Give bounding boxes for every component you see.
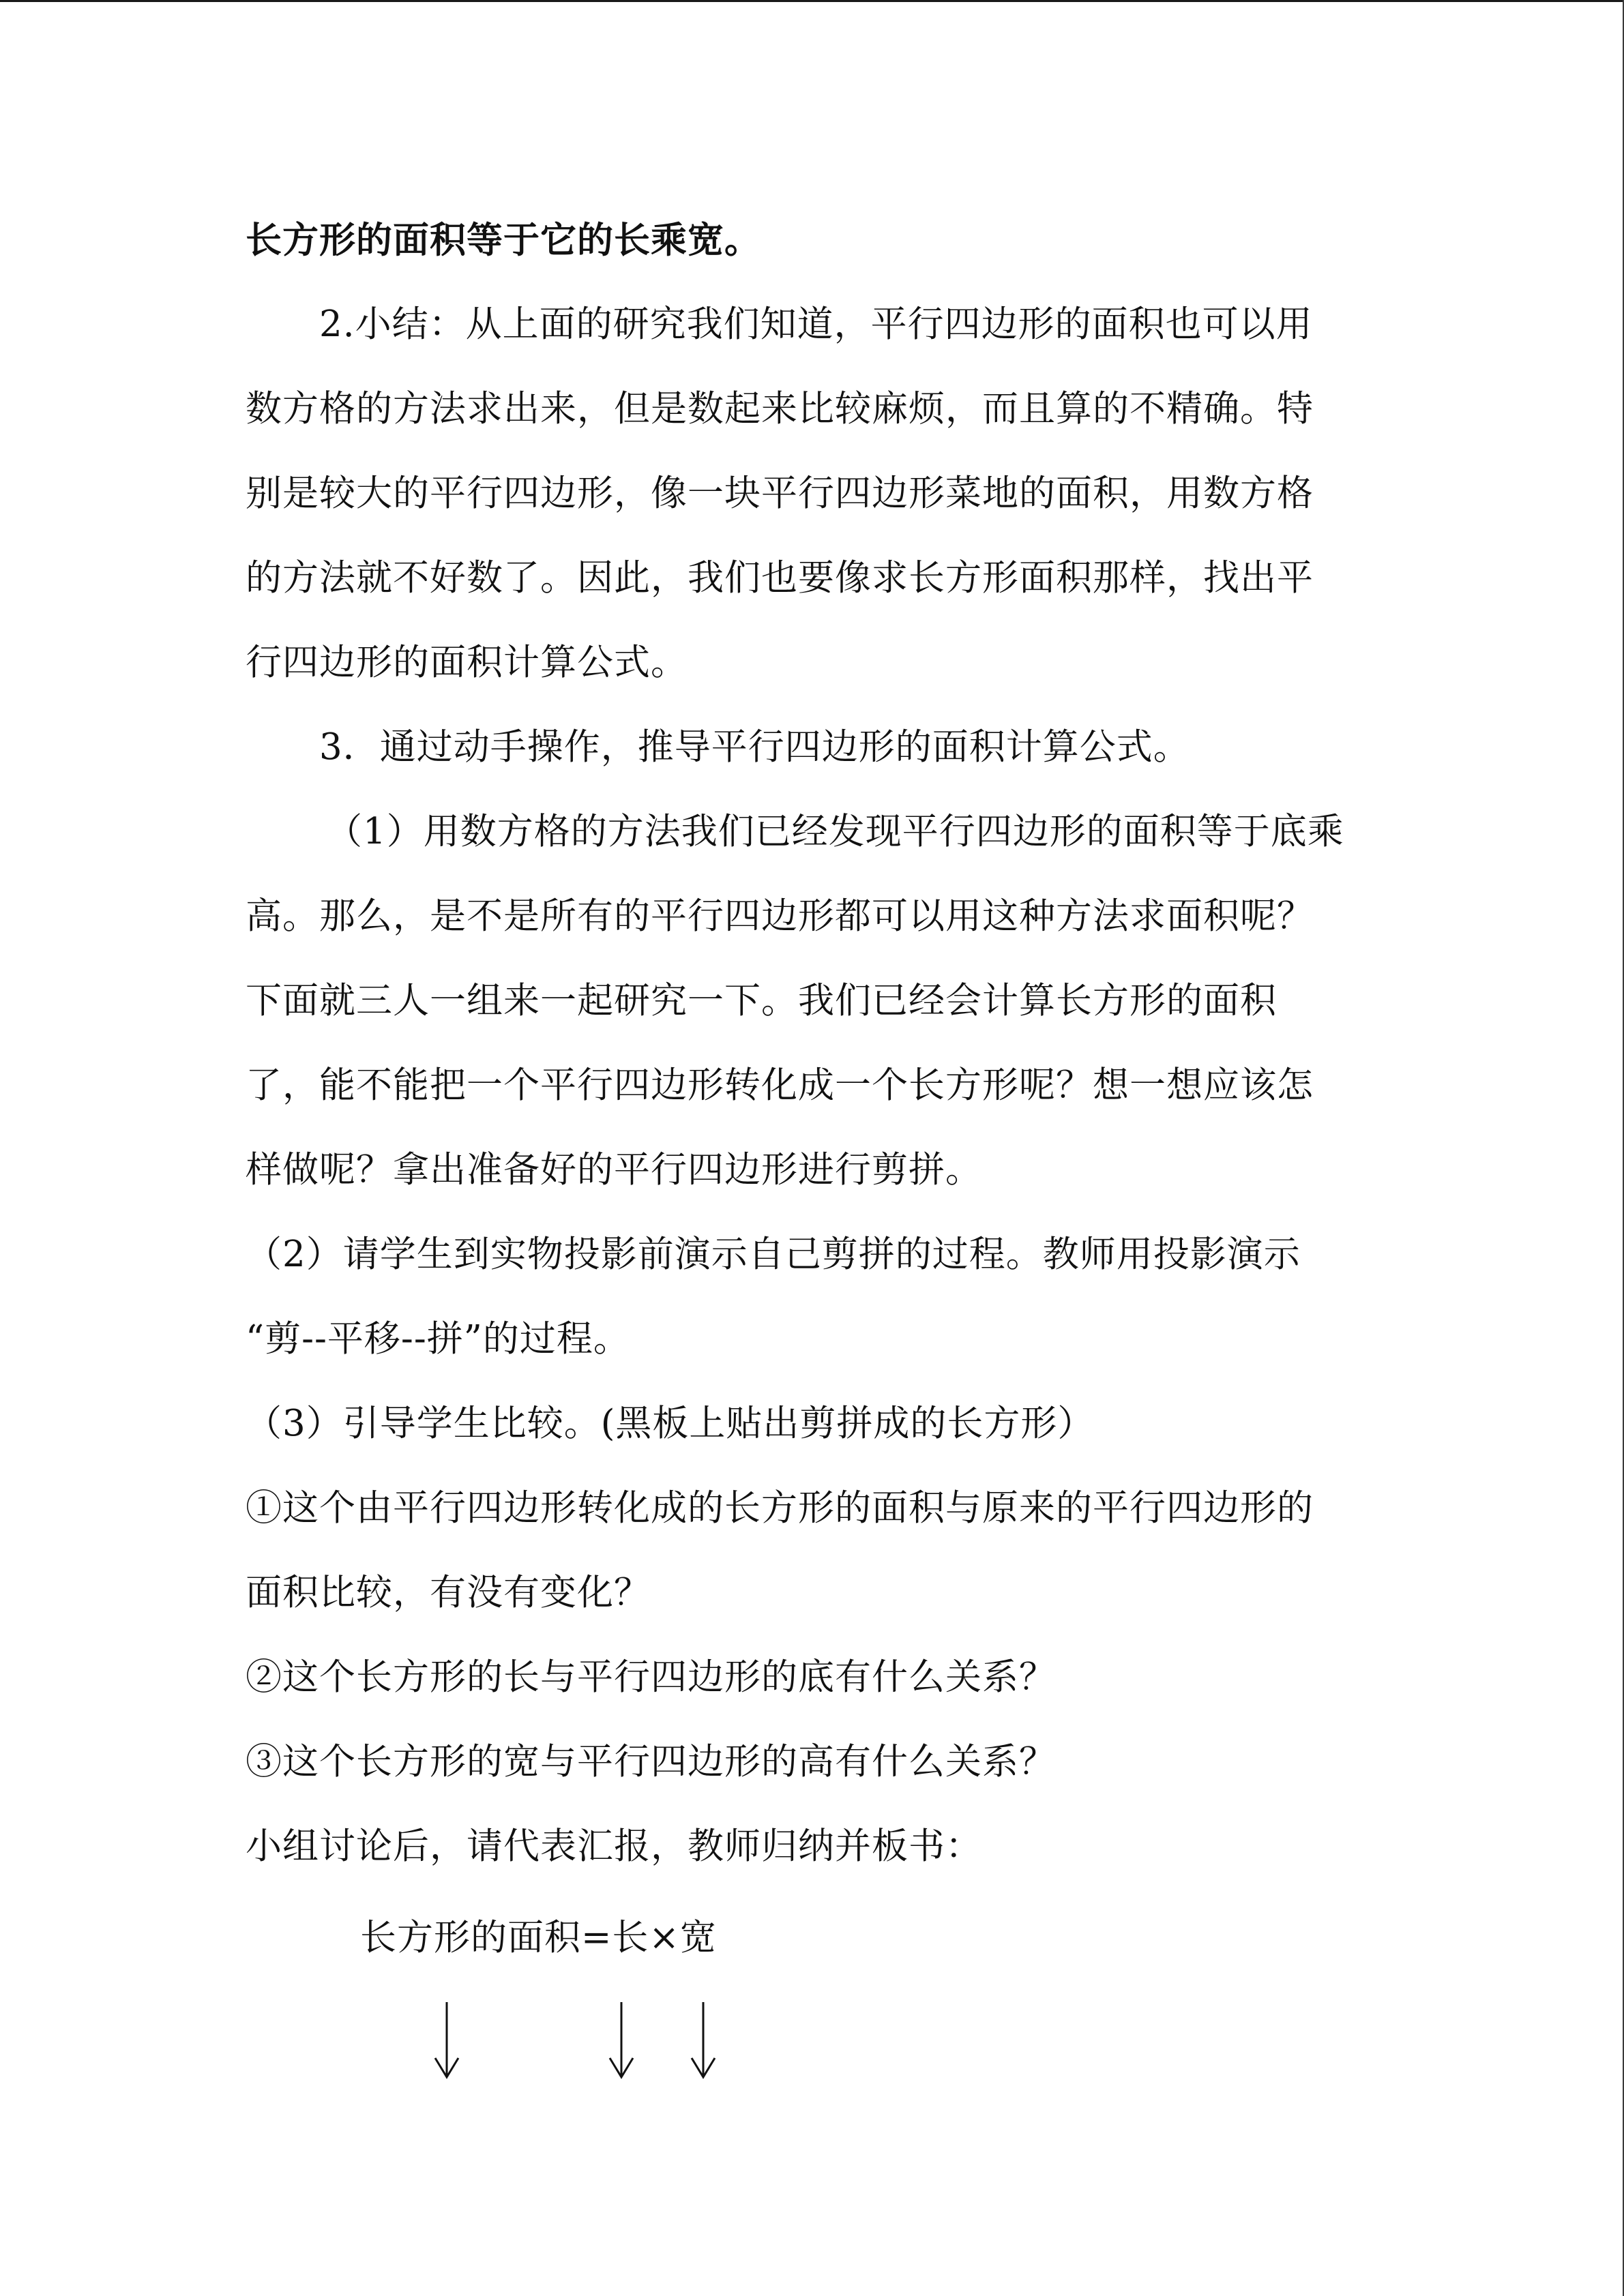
down-arrow-icon: [686, 1999, 720, 2081]
down-arrow-icon: [604, 1999, 638, 2081]
text-line-question-1: ①这个由平行四边形转化成的长方形的面积与原来的平行四边形的: [246, 1487, 1314, 1529]
text-line: 的方法就不好数了。因此，我们也要像求长方形面积那样，找出平: [246, 557, 1314, 599]
text-line: 高。那么，是不是所有的平行四边形都可以用这种方法求面积呢？: [246, 895, 1314, 937]
text-line: 行四边形的面积计算公式。: [246, 642, 688, 683]
text-line: 数方格的方法求出来，但是数起来比较麻烦，而且算的不精确。特: [246, 388, 1314, 430]
text-line-summary-start: 2.小结：从上面的研究我们知道，平行四边形的面积也可以用: [319, 303, 1313, 345]
text-line: 样做呢？拿出准备好的平行四边形进行剪拼。: [246, 1149, 982, 1191]
formula-rectangle-area: 长方形的面积=长×宽: [360, 1917, 717, 1958]
text-line-step-3: 3．通过动手操作，推导平行四边形的面积计算公式。: [319, 726, 1190, 768]
text-line: 下面就三人一组来一起研究一下。我们已经会计算长方形的面积: [246, 980, 1277, 1022]
text-line-item-2: （2）请学生到实物投影前演示自己剪拼的过程。教师用投影演示: [246, 1234, 1301, 1275]
text-line-question-2: ②这个长方形的长与平行四边形的底有什么关系？: [246, 1656, 1056, 1698]
text-line-question-3: ③这个长方形的宽与平行四边形的高有什么关系？: [246, 1741, 1056, 1783]
text-line: 别是较大的平行四边形，像一块平行四边形菜地的面积，用数方格: [246, 473, 1314, 514]
text-line-item-1: （1）用数方格的方法我们已经发现平行四边形的面积等于底乘: [326, 811, 1344, 852]
down-arrow-icon: [430, 1999, 464, 2081]
text-line-item-3: （3）引导学生比较。(黑板上贴出剪拼成的长方形）: [246, 1403, 1095, 1444]
text-line: 小组讨论后，请代表汇报，教师归纳并板书：: [246, 1825, 982, 1867]
page-top-border: [0, 0, 1624, 2]
text-line: 面积比较，有没有变化？: [246, 1572, 651, 1613]
text-line: 了，能不能把一个平行四边形转化成一个长方形呢？想一想应该怎: [246, 1064, 1314, 1106]
text-line: “剪--平移--拼”的过程。: [246, 1318, 630, 1360]
text-line-conclusion: 长方形的面积等于它的长乘宽。: [246, 219, 761, 261]
